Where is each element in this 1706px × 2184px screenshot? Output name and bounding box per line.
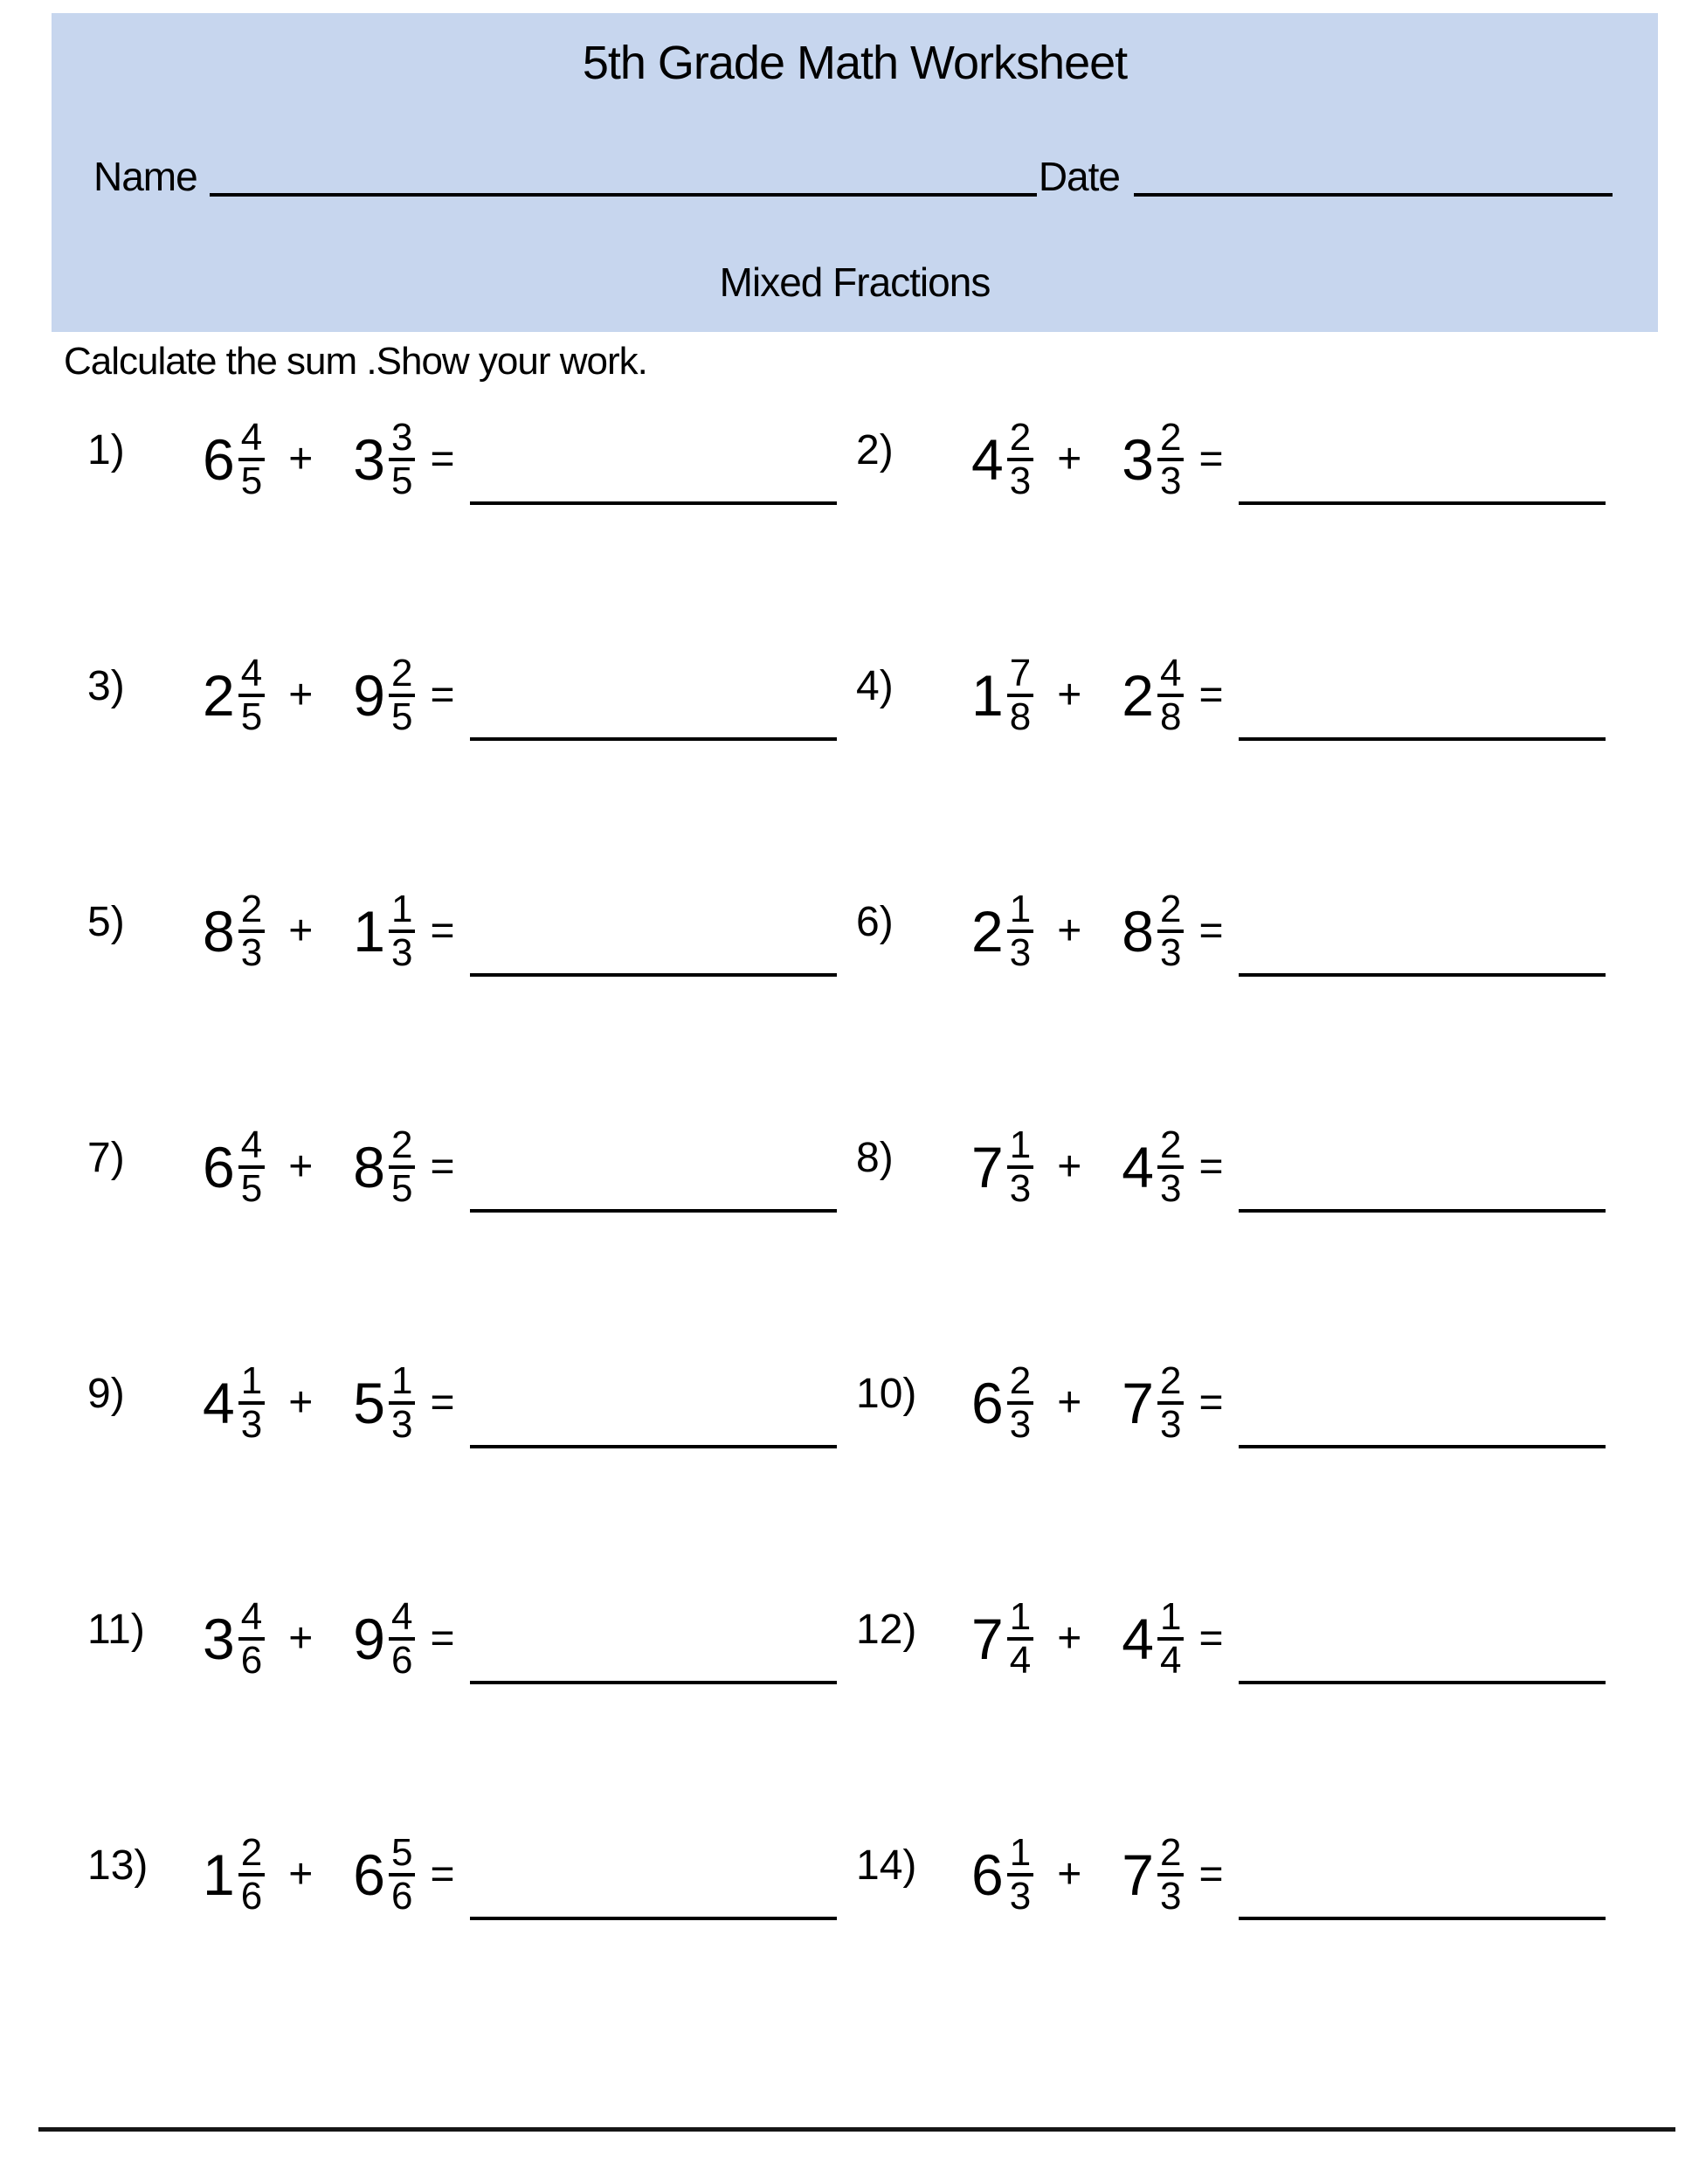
fraction-denominator: 3 [1009, 1874, 1032, 1918]
equals-sign: = [430, 435, 455, 482]
name-label: Name [93, 154, 197, 199]
mixed-number-b [353, 888, 415, 974]
whole-number: 3 [203, 1606, 235, 1671]
fraction-denominator: 3 [1009, 930, 1032, 974]
fraction-denominator: 5 [240, 459, 263, 502]
problems-grid [87, 402, 1625, 2053]
mixed-number-b [1122, 416, 1184, 502]
mixed-number-a [203, 1595, 265, 1682]
plus-operator: + [1057, 1379, 1082, 1426]
fraction-denominator: 5 [390, 695, 413, 738]
fraction-numerator: 4 [389, 1599, 415, 1641]
fraction [1007, 1359, 1033, 1446]
whole-number: 4 [971, 426, 1004, 492]
mixed-number-b [353, 1359, 415, 1446]
whole-number: 9 [353, 662, 385, 728]
date-label: Date [1038, 154, 1120, 199]
fraction-numerator: 4 [1157, 655, 1184, 697]
fraction [389, 1595, 415, 1682]
fraction-numerator: 2 [238, 1835, 265, 1876]
fraction-denominator: 3 [390, 930, 413, 974]
fraction [389, 888, 415, 974]
whole-number: 2 [971, 898, 1004, 964]
equals-sign: = [430, 907, 455, 954]
problem-number: 4) [856, 663, 894, 709]
fraction-numerator: 2 [1157, 419, 1184, 461]
mixed-number-a [971, 888, 1033, 974]
whole-number: 5 [353, 1370, 385, 1435]
fraction-numerator: 2 [1157, 1127, 1184, 1169]
mixed-number-a [971, 416, 1033, 502]
fraction-numerator: 2 [1157, 1835, 1184, 1876]
fraction [1157, 652, 1184, 738]
mixed-number-a [203, 416, 265, 502]
fraction [238, 416, 265, 502]
worksheet-subtitle: Mixed Fractions [719, 259, 991, 305]
fraction [1157, 1595, 1184, 1682]
mixed-number-a [971, 1595, 1033, 1682]
fraction-denominator: 3 [1159, 930, 1182, 974]
mixed-number-b [353, 1123, 415, 1210]
mixed-number-b [353, 652, 415, 738]
mixed-number-b [353, 1831, 415, 1918]
fraction-denominator: 4 [1009, 1638, 1032, 1682]
plus-operator: + [288, 435, 314, 482]
mixed-number-a [203, 1359, 265, 1446]
name-input-line[interactable] [210, 148, 1037, 197]
equals-sign: = [1198, 907, 1224, 954]
problem-number: 5) [87, 899, 125, 945]
plus-operator: + [288, 1850, 314, 1897]
fraction-numerator: 1 [389, 891, 415, 933]
problem-3 [87, 638, 856, 874]
answer-blank[interactable] [1239, 1681, 1606, 1684]
answer-blank[interactable] [470, 1445, 837, 1448]
mixed-number-b [353, 416, 415, 502]
plus-operator: + [288, 1379, 314, 1426]
footer-divider [38, 2127, 1675, 2132]
fraction-denominator: 3 [390, 1402, 413, 1446]
fraction-numerator: 2 [1007, 1363, 1033, 1405]
fraction-numerator: 1 [1007, 1835, 1033, 1876]
fraction-numerator: 7 [1007, 655, 1033, 697]
problem-12 [856, 1581, 1625, 1817]
fraction [389, 652, 415, 738]
answer-blank[interactable] [470, 1209, 837, 1213]
problem-expression [203, 1831, 837, 1918]
fraction-numerator: 4 [238, 655, 265, 697]
answer-blank[interactable] [1239, 501, 1606, 505]
problem-9 [87, 1345, 856, 1581]
problem-number: 6) [856, 899, 894, 945]
whole-number: 7 [1122, 1842, 1154, 1907]
fraction-numerator: 1 [1157, 1599, 1184, 1641]
fraction [238, 1123, 265, 1210]
problem-expression [971, 888, 1606, 974]
fraction-numerator: 4 [238, 419, 265, 461]
fraction-denominator: 3 [1009, 459, 1032, 502]
fraction-numerator: 2 [1157, 891, 1184, 933]
problem-number: 11) [87, 1607, 145, 1653]
whole-number: 3 [353, 426, 385, 492]
whole-number: 8 [1122, 898, 1154, 964]
plus-operator: + [1057, 671, 1082, 718]
problem-expression [971, 1123, 1606, 1210]
whole-number: 7 [971, 1606, 1004, 1671]
mixed-number-b [1122, 888, 1184, 974]
plus-operator: + [1057, 1850, 1082, 1897]
problem-1 [87, 402, 856, 638]
fraction-numerator: 1 [389, 1363, 415, 1405]
mixed-number-b [1122, 1595, 1184, 1682]
whole-number: 6 [971, 1842, 1004, 1907]
whole-number: 2 [203, 662, 235, 728]
fraction-denominator: 6 [390, 1874, 413, 1918]
fraction-numerator: 4 [238, 1127, 265, 1169]
whole-number: 6 [971, 1370, 1004, 1435]
answer-blank[interactable] [470, 1917, 837, 1920]
answer-blank[interactable] [470, 1681, 837, 1684]
mixed-number-b [1122, 1831, 1184, 1918]
equals-sign: = [1198, 435, 1224, 482]
fraction [238, 652, 265, 738]
equals-sign: = [1198, 1379, 1224, 1426]
fraction [389, 1123, 415, 1210]
fraction-denominator: 3 [240, 1402, 263, 1446]
fraction-denominator: 5 [240, 695, 263, 738]
equals-sign: = [1198, 1143, 1224, 1190]
problem-expression [971, 1595, 1606, 1682]
whole-number: 3 [1122, 426, 1154, 492]
problem-number: 7) [87, 1135, 125, 1181]
problem-2 [856, 402, 1625, 638]
fraction [389, 416, 415, 502]
fraction [1007, 1595, 1033, 1682]
problem-4 [856, 638, 1625, 874]
answer-blank[interactable] [1239, 1209, 1606, 1213]
fraction-numerator: 4 [238, 1599, 265, 1641]
answer-blank[interactable] [470, 501, 837, 505]
problem-number: 1) [87, 427, 125, 473]
fraction [238, 1831, 265, 1918]
fraction-denominator: 5 [240, 1166, 263, 1210]
problem-expression [203, 1359, 837, 1446]
fraction-denominator: 3 [1159, 1402, 1182, 1446]
mixed-number-b [1122, 1359, 1184, 1446]
plus-operator: + [288, 671, 314, 718]
fraction [1157, 1359, 1184, 1446]
fraction-numerator: 3 [389, 419, 415, 461]
mixed-number-b [353, 1595, 415, 1682]
whole-number: 4 [203, 1370, 235, 1435]
answer-blank[interactable] [470, 973, 837, 977]
fraction-denominator: 3 [1159, 1166, 1182, 1210]
equals-sign: = [1198, 671, 1224, 718]
problem-13 [87, 1817, 856, 2053]
mixed-number-a [203, 652, 265, 738]
plus-operator: + [1057, 1143, 1082, 1190]
fraction [1007, 416, 1033, 502]
mixed-number-a [971, 652, 1033, 738]
fraction [1007, 1123, 1033, 1210]
equals-sign: = [430, 1614, 455, 1662]
fraction-denominator: 3 [240, 930, 263, 974]
whole-number: 7 [971, 1134, 1004, 1199]
fraction-numerator: 1 [1007, 1599, 1033, 1641]
whole-number: 1 [971, 662, 1004, 728]
fraction [238, 1359, 265, 1446]
fraction [1157, 1831, 1184, 1918]
answer-blank[interactable] [1239, 973, 1606, 977]
fraction [1157, 1123, 1184, 1210]
fraction-numerator: 2 [389, 1127, 415, 1169]
whole-number: 4 [1122, 1606, 1154, 1671]
equals-sign: = [430, 1379, 455, 1426]
fraction-denominator: 6 [390, 1638, 413, 1682]
problem-10 [856, 1345, 1625, 1581]
whole-number: 9 [353, 1606, 385, 1671]
problem-number: 2) [856, 427, 894, 473]
fraction-numerator: 2 [1007, 419, 1033, 461]
fraction-numerator: 2 [1157, 1363, 1184, 1405]
fraction-denominator: 4 [1159, 1638, 1182, 1682]
equals-sign: = [430, 1143, 455, 1190]
whole-number: 8 [353, 1134, 385, 1199]
answer-blank[interactable] [1239, 1917, 1606, 1920]
problem-expression [971, 416, 1606, 502]
fraction [238, 888, 265, 974]
problem-number: 10) [856, 1371, 917, 1417]
problem-number: 14) [856, 1842, 917, 1889]
mixed-number-a [971, 1359, 1033, 1446]
problem-number: 13) [87, 1842, 148, 1889]
problem-number: 8) [856, 1135, 894, 1181]
problem-14 [856, 1817, 1625, 2053]
fraction-denominator: 8 [1009, 695, 1032, 738]
fraction [1007, 652, 1033, 738]
whole-number: 4 [1122, 1134, 1154, 1199]
problem-expression [203, 888, 837, 974]
page-title: 5th Grade Math Worksheet [582, 37, 1128, 89]
equals-sign: = [1198, 1614, 1224, 1662]
instruction-text: Calculate the sum .Show your work. [64, 340, 647, 383]
mixed-number-a [203, 1831, 265, 1918]
fraction-numerator: 1 [238, 1363, 265, 1405]
whole-number: 1 [203, 1842, 235, 1907]
fraction-denominator: 5 [390, 1166, 413, 1210]
answer-blank[interactable] [1239, 737, 1606, 741]
plus-operator: + [288, 907, 314, 954]
fraction-numerator: 2 [238, 891, 265, 933]
answer-blank[interactable] [1239, 1445, 1606, 1448]
fraction [1157, 416, 1184, 502]
fraction [1157, 888, 1184, 974]
equals-sign: = [430, 671, 455, 718]
fraction-numerator: 1 [1007, 891, 1033, 933]
fraction [1007, 1831, 1033, 1918]
whole-number: 6 [203, 426, 235, 492]
whole-number: 6 [353, 1842, 385, 1907]
problem-expression [203, 416, 837, 502]
fraction-denominator: 5 [390, 459, 413, 502]
mixed-number-a [971, 1831, 1033, 1918]
whole-number: 6 [203, 1134, 235, 1199]
whole-number: 1 [353, 898, 385, 964]
mixed-number-a [203, 888, 265, 974]
fraction [389, 1359, 415, 1446]
fraction-denominator: 3 [1009, 1166, 1032, 1210]
plus-operator: + [1057, 435, 1082, 482]
fraction-numerator: 1 [1007, 1127, 1033, 1169]
problem-8 [856, 1109, 1625, 1345]
whole-number: 7 [1122, 1370, 1154, 1435]
fraction-denominator: 3 [1159, 459, 1182, 502]
mixed-number-b [1122, 1123, 1184, 1210]
plus-operator: + [288, 1143, 314, 1190]
fraction-denominator: 8 [1159, 695, 1182, 738]
mixed-number-a [971, 1123, 1033, 1210]
problem-expression [203, 1595, 837, 1682]
whole-number: 2 [1122, 662, 1154, 728]
fraction-denominator: 6 [240, 1874, 263, 1918]
fraction [238, 1595, 265, 1682]
equals-sign: = [430, 1850, 455, 1897]
fraction-numerator: 2 [389, 655, 415, 697]
fraction-denominator: 3 [1159, 1874, 1182, 1918]
problem-expression [971, 1831, 1606, 1918]
name-date-row [93, 148, 1613, 197]
worksheet-header [52, 13, 1658, 332]
problem-expression [971, 1359, 1606, 1446]
problem-5 [87, 874, 856, 1109]
fraction [1007, 888, 1033, 974]
date-input-line[interactable] [1134, 148, 1613, 197]
plus-operator: + [1057, 907, 1082, 954]
mixed-number-a [203, 1123, 265, 1210]
fraction-numerator: 5 [389, 1835, 415, 1876]
problem-expression [971, 652, 1606, 738]
problem-number: 9) [87, 1371, 125, 1417]
answer-blank[interactable] [470, 737, 837, 741]
problem-7 [87, 1109, 856, 1345]
problem-number: 3) [87, 663, 125, 709]
equals-sign: = [1198, 1850, 1224, 1897]
plus-operator: + [1057, 1614, 1082, 1662]
problem-expression [203, 652, 837, 738]
fraction-denominator: 6 [240, 1638, 263, 1682]
plus-operator: + [288, 1614, 314, 1662]
whole-number: 8 [203, 898, 235, 964]
problem-6 [856, 874, 1625, 1109]
mixed-number-b [1122, 652, 1184, 738]
problem-11 [87, 1581, 856, 1817]
fraction [389, 1831, 415, 1918]
problem-expression [203, 1123, 837, 1210]
problem-number: 12) [856, 1607, 917, 1653]
fraction-denominator: 3 [1009, 1402, 1032, 1446]
